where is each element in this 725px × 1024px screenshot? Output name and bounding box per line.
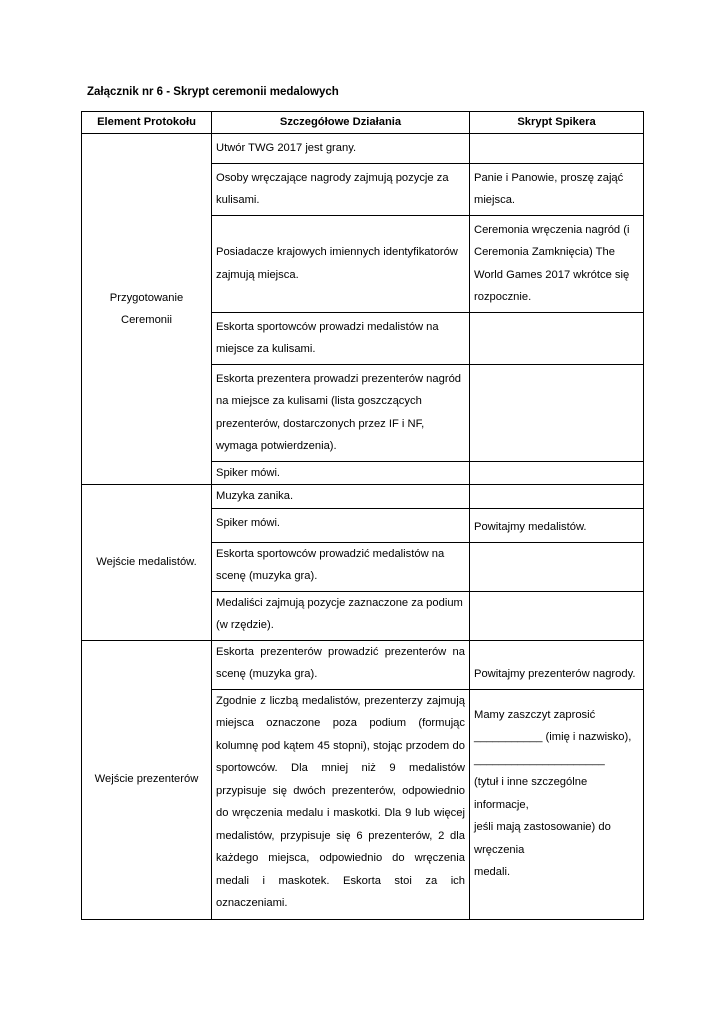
script-cell xyxy=(470,312,644,364)
section-element-preparation: Przygotowanie Ceremonii xyxy=(82,134,212,485)
action-cell: Posiadacze krajowych imiennych identyfikatorów zajmują miejsca. xyxy=(212,215,470,312)
script-line: Mamy zaszczyt zaprosić xyxy=(474,708,596,721)
script-cell xyxy=(470,364,644,461)
script-cell: Ceremonia wręczenia nagród (i Ceremonia Zamknięcia) The World Games 2017 wkrótce się rozpocznie. xyxy=(470,215,644,312)
script-cell xyxy=(470,542,644,591)
script-line: _____________________ xyxy=(474,753,605,766)
script-cell: Powitajmy medalistów. xyxy=(470,508,644,542)
script-line: medali. xyxy=(474,866,511,878)
table-header-row xyxy=(82,112,644,134)
script-line: ___________ (imię i nazwisko), xyxy=(474,731,632,743)
section-element-medalists-entry: Wejście medalistów. xyxy=(82,485,212,641)
action-cell: Eskorta sportowców prowadzić medalistów na scenę (muzyka gra). xyxy=(212,542,470,591)
action-cell: Osoby wręczające nagrody zajmują pozycje za kulisami. xyxy=(212,163,470,215)
action-cell: Spiker mówi. xyxy=(212,508,470,542)
script-cell xyxy=(470,461,644,485)
ceremony-protocol-table xyxy=(81,111,644,920)
script-cell xyxy=(470,689,644,919)
section-element-presenters-entry: Wejście prezenterów xyxy=(82,640,212,919)
action-cell: Medaliści zajmują pozycje zaznaczone za podium (w rzędzie). xyxy=(212,591,470,640)
table-row xyxy=(82,640,644,689)
table-row xyxy=(82,134,644,164)
header-script: Skrypt Spikera xyxy=(470,112,644,134)
script-cell: Powitajmy prezenterów nagrody. xyxy=(470,640,644,689)
action-cell: Muzyka zanika. xyxy=(212,485,470,509)
header-actions: Szczegółowe Działania xyxy=(212,112,470,134)
script-cell: Panie i Panowie, proszę zająć miejsca. xyxy=(470,163,644,215)
script-cell xyxy=(470,485,644,509)
action-cell: Zgodnie z liczbą medalistów, prezenterzy zajmują miejsca oznaczone poza podium (formując kolumnę pod kątem 45 stopni), stojąc przodem do sportowców. Dla mniej niż 9 medalistów przypisuje się dwóch prezenterów, odpowiednio do wręczenia medalu i maskotki. Dla 9 lub więcej medalistów, przypisuje się 6 prezenterów, 2 dla każdego miejsca, odpowiednio do wręczenia medali i maskotek. Eskorta stoi za ich oznaczeniami. xyxy=(212,689,470,919)
action-cell: Eskorta sportowców prowadzi medalistów na miejsce za kulisami. xyxy=(212,312,470,364)
header-element: Element Protokołu xyxy=(82,112,212,134)
script-cell xyxy=(470,134,644,164)
table-row xyxy=(82,485,644,509)
script-line: jeśli mają zastosowanie) do xyxy=(474,821,611,833)
action-cell: Utwór TWG 2017 jest grany. xyxy=(212,134,470,164)
document-title: Załącznik nr 6 - Skrypt ceremonii medalowych xyxy=(87,86,339,98)
action-cell: Eskorta prezentera prowadzi prezenterów nagród na miejsce za kulisami (lista goszczących prezenterów, dostarczonych przez IF i NF, wymaga potwierdzenia). xyxy=(212,364,470,461)
script-line: (tytuł i inne szczególne xyxy=(474,776,588,788)
script-cell xyxy=(470,591,644,640)
action-cell: Eskorta prezenterów prowadzić prezenterów na scenę (muzyka gra). xyxy=(212,640,470,689)
action-cell: Spiker mówi. xyxy=(212,461,470,485)
script-line: informacje, xyxy=(474,798,529,811)
script-line: wręczenia xyxy=(474,843,525,856)
